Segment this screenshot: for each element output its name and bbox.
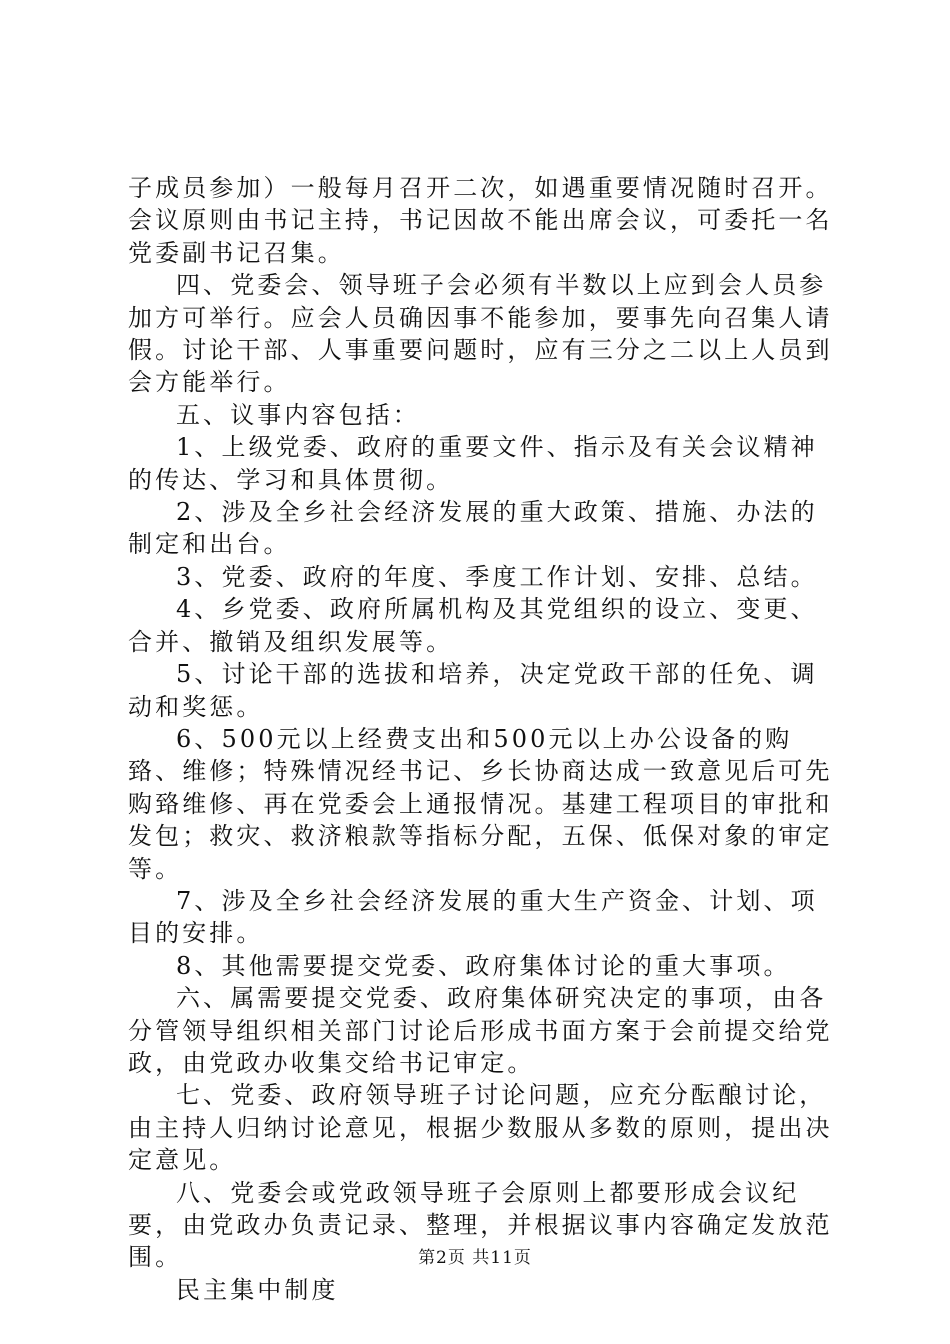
paragraph-subitem-6: 6、500元以上经费支出和500元以上办公设备的购臵、维修；特殊情况经书记、乡长协商达成一致意见后可先购臵维修、再在党委会上通报情况。基建工程项目的审批和发包；救灾、救济粮款等指标分配，五保、低保对象的审定等。 bbox=[128, 724, 833, 883]
paragraph-subitem-5: 5、讨论干部的选拔和培养，决定党政干部的任免、调动和奖惩。 bbox=[128, 660, 818, 721]
paragraph-item-5-heading: 五、议事内容包括： bbox=[176, 400, 420, 429]
paragraph-subitem-1: 1、上级党委、政府的重要文件、指示及有关会议精神的传达、学习和具体贯彻。 bbox=[128, 433, 818, 494]
paragraph-subitem-4: 4、乡党委、政府所属机构及其党组织的设立、变更、合并、撤销及组织发展等。 bbox=[128, 595, 818, 656]
paragraph-subitem-3: 3、党委、政府的年度、季度工作计划、安排、总结。 bbox=[176, 562, 818, 591]
paragraph-item-7: 七、党委、政府领导班子讨论问题，应充分酝酿讨论，由主持人归纳讨论意见，根据少数服从多数的原则，提出决定意见。 bbox=[128, 1081, 833, 1175]
page-number-footer: 第2页 共11页 bbox=[418, 1248, 532, 1268]
paragraph-continuation: 子成员参加）一般每月召开二次，如遇重要情况随时召开。会议原则由书记主持，书记因故不能出席会议，可委托一名党委副书记召集。 bbox=[128, 174, 833, 267]
section-heading: 民主集中制度 bbox=[176, 1275, 339, 1304]
paragraph-item-8: 八、党委会或党政领导班子会原则上都要形成会议纪要，由党政办负责记录、整理，并根据议事内容确定发放范围。 bbox=[128, 1178, 833, 1272]
paragraph-item-6: 六、属需要提交党委、政府集体研究决定的事项，由各分管领导组织相关部门讨论后形成书面方案于会前提交给党政，由党政办收集交给书记审定。 bbox=[128, 984, 833, 1077]
document-body bbox=[128, 172, 838, 1306]
paragraph-subitem-8: 8、其他需要提交党委、政府集体讨论的重大事项。 bbox=[176, 951, 791, 980]
paragraph-subitem-2: 2、涉及全乡社会经济发展的重大政策、措施、办法的制定和出台。 bbox=[128, 498, 818, 559]
paragraph-subitem-7: 7、涉及全乡社会经济发展的重大生产资金、计划、项目的安排。 bbox=[128, 886, 818, 948]
paragraph-item-4: 四、党委会、领导班子会必须有半数以上应到会人员参加方可举行。应会人员确因事不能参加，要事先向召集人请假。讨论干部、人事重要问题时，应有三分之二以上人员到会方能举行。 bbox=[128, 271, 833, 397]
